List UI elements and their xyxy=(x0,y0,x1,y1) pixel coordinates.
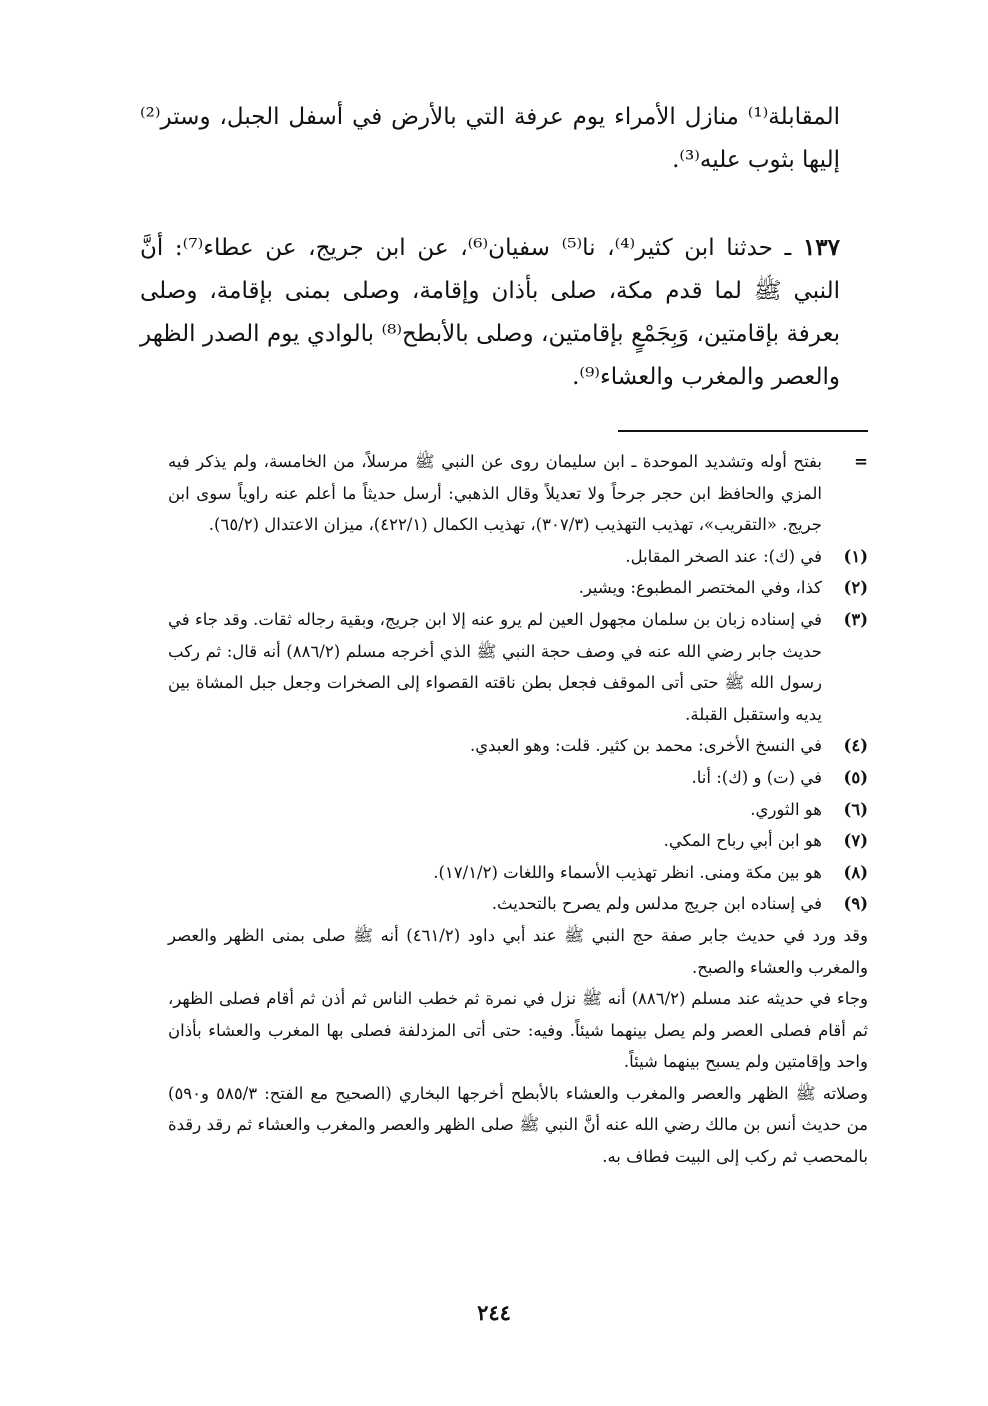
footnote-text: في (ت) و (ك): أنا. xyxy=(691,767,822,787)
footnote-number: (٤) xyxy=(843,736,868,756)
footnote-text: في (ك): عند الصخر المقابل. xyxy=(625,546,822,566)
footnote-text: في إسناده ابن جريج مدلس ولم يصرح بالتحديث. xyxy=(491,894,822,914)
footnote-number: (٧) xyxy=(843,831,868,851)
footnote-number: (٢) xyxy=(843,578,868,598)
footnote-item xyxy=(168,888,868,920)
footnote-marker: = xyxy=(854,452,868,471)
footnote-number: (١) xyxy=(843,546,868,566)
footnote-continuation: وجاء في حديثه عند مسلم (٨٨٦/٢) أنه ﷺ نزل في نمرة ثم خطب الناس ثم أذن ثم أقام فصلى الظهر، ثم أقام فصلى العصر ولم يصل بينهما شيئاً. وفيه: حتى أتى المزدلفة فصلى بها المغرب والعشاء بأذان واحد وإقامتين ولم يسبح بينهما شيئاً. xyxy=(168,989,868,1072)
footnote-item xyxy=(168,604,868,730)
footnote-item xyxy=(168,825,868,857)
footnotes xyxy=(168,446,868,1173)
footnote-item xyxy=(168,446,868,541)
footnote-text: في النسخ الأخرى: محمد بن كثير. قلت: وهو العبدي. xyxy=(469,736,822,756)
footnote-text: هو بين مكة ومنى. انظر تهذيب الأسماء واللغات (١٧/١/٢). xyxy=(433,862,822,882)
footnote-text: كذا، وفي المختصر المطبوع: ويشير. xyxy=(578,578,822,598)
footnote-text: هو الثوري. xyxy=(750,799,822,819)
page-number: ٢٤٤ xyxy=(477,1300,511,1325)
hadith-paragraph xyxy=(140,226,840,399)
footnote-item xyxy=(168,572,868,604)
footnote-number: (٩) xyxy=(843,894,868,914)
hadith-number: ١٣٧ xyxy=(802,234,840,261)
footnote-continuation: وقد ورد في حديث جابر صفة حج النبي ﷺ عند أبي داود (٤٦١/٢) أنه ﷺ صلى بمنى الظهر والعصر والمغرب والعشاء والصبح. xyxy=(168,925,868,977)
hadith-text: ـ حدثنا ابن كثير⁽⁴⁾، نا⁽⁵⁾ سفيان⁽⁶⁾، عن ابن جريج، عن عطاء⁽⁷⁾: أنَّ النبي ﷺ لما قدم مكة، صلى بأذان وإقامة، وصلى بمنى بإقامة، وصلى بعرفة بإقامتين، وَبِجَمْعٍ بإقامتين، وصلى بالأبطح⁽⁸⁾ بالوادي يوم الصدر الظهر والعصر والمغرب والعشاء⁽⁹⁾. xyxy=(140,235,840,390)
footnote-separator xyxy=(618,430,868,432)
main-text xyxy=(140,96,840,399)
footnote-number: (٣) xyxy=(843,609,868,629)
footnote-item xyxy=(168,857,868,889)
footnote-number: (٥) xyxy=(843,767,868,787)
footnote-item xyxy=(168,762,868,794)
footnote-text: هو ابن أبي رباح المكي. xyxy=(663,831,822,851)
footnote-number: (٨) xyxy=(843,862,868,882)
footnote-continuation: وصلاته ﷺ الظهر والعصر والمغرب والعشاء بالأبطح أخرجها البخاري (الصحيح مع الفتح: ٥٨٥/٣ و٥٩٠) من حديث أنس بن مالك رضي الله عنه أنَّ النبي ﷺ صلى الظهر والعصر والمغرب والعشاء ثم رقد رقدة بالمحصب ثم ركب إلى البيت فطاف به. xyxy=(168,1083,868,1167)
footnote-number: (٦) xyxy=(843,799,868,819)
main-paragraph-1: المقابلة⁽¹⁾ منازل الأمراء يوم عرفة التي بالأرض في أسفل الجبل، وستر⁽²⁾ إليها بثوب عليه⁽³⁾. xyxy=(140,104,840,173)
footnote-item xyxy=(168,730,868,762)
footnote-item xyxy=(168,541,868,573)
footnote-text: بفتح أوله وتشديد الموحدة ـ ابن سليمان روى عن النبي ﷺ مرسلاً، من الخامسة، ولم يذكر فيه المزي والحافظ ابن حجر جرحاً ولا تعديلاً وقال الذهبي: أرسل حديثاً ما أعلم عنه راوياً سوى ابن جريج. «التقريب»، تهذيب التهذيب (٣٠٧/٣)، تهذيب الكمال (٤٢٢/١)، ميزان الاعتدال (٦٥/٢). xyxy=(168,452,822,535)
footnote-text: في إسناده زبان بن سلمان مجهول العين لم يرو عنه إلا ابن جريج، وبقية رجاله ثقات. وقد جاء في حديث جابر رضي الله عنه في وصف حجة النبي ﷺ الذي أخرجه مسلم (٨٨٦/٢) أنه قال: ثم ركب رسول الله ﷺ حتى أتى الموقف فجعل بطن ناقته القصواء إلى الصخرات وجعل جبل المشاة بين يديه واستقبل القبلة. xyxy=(168,609,822,724)
footnote-item xyxy=(168,794,868,826)
